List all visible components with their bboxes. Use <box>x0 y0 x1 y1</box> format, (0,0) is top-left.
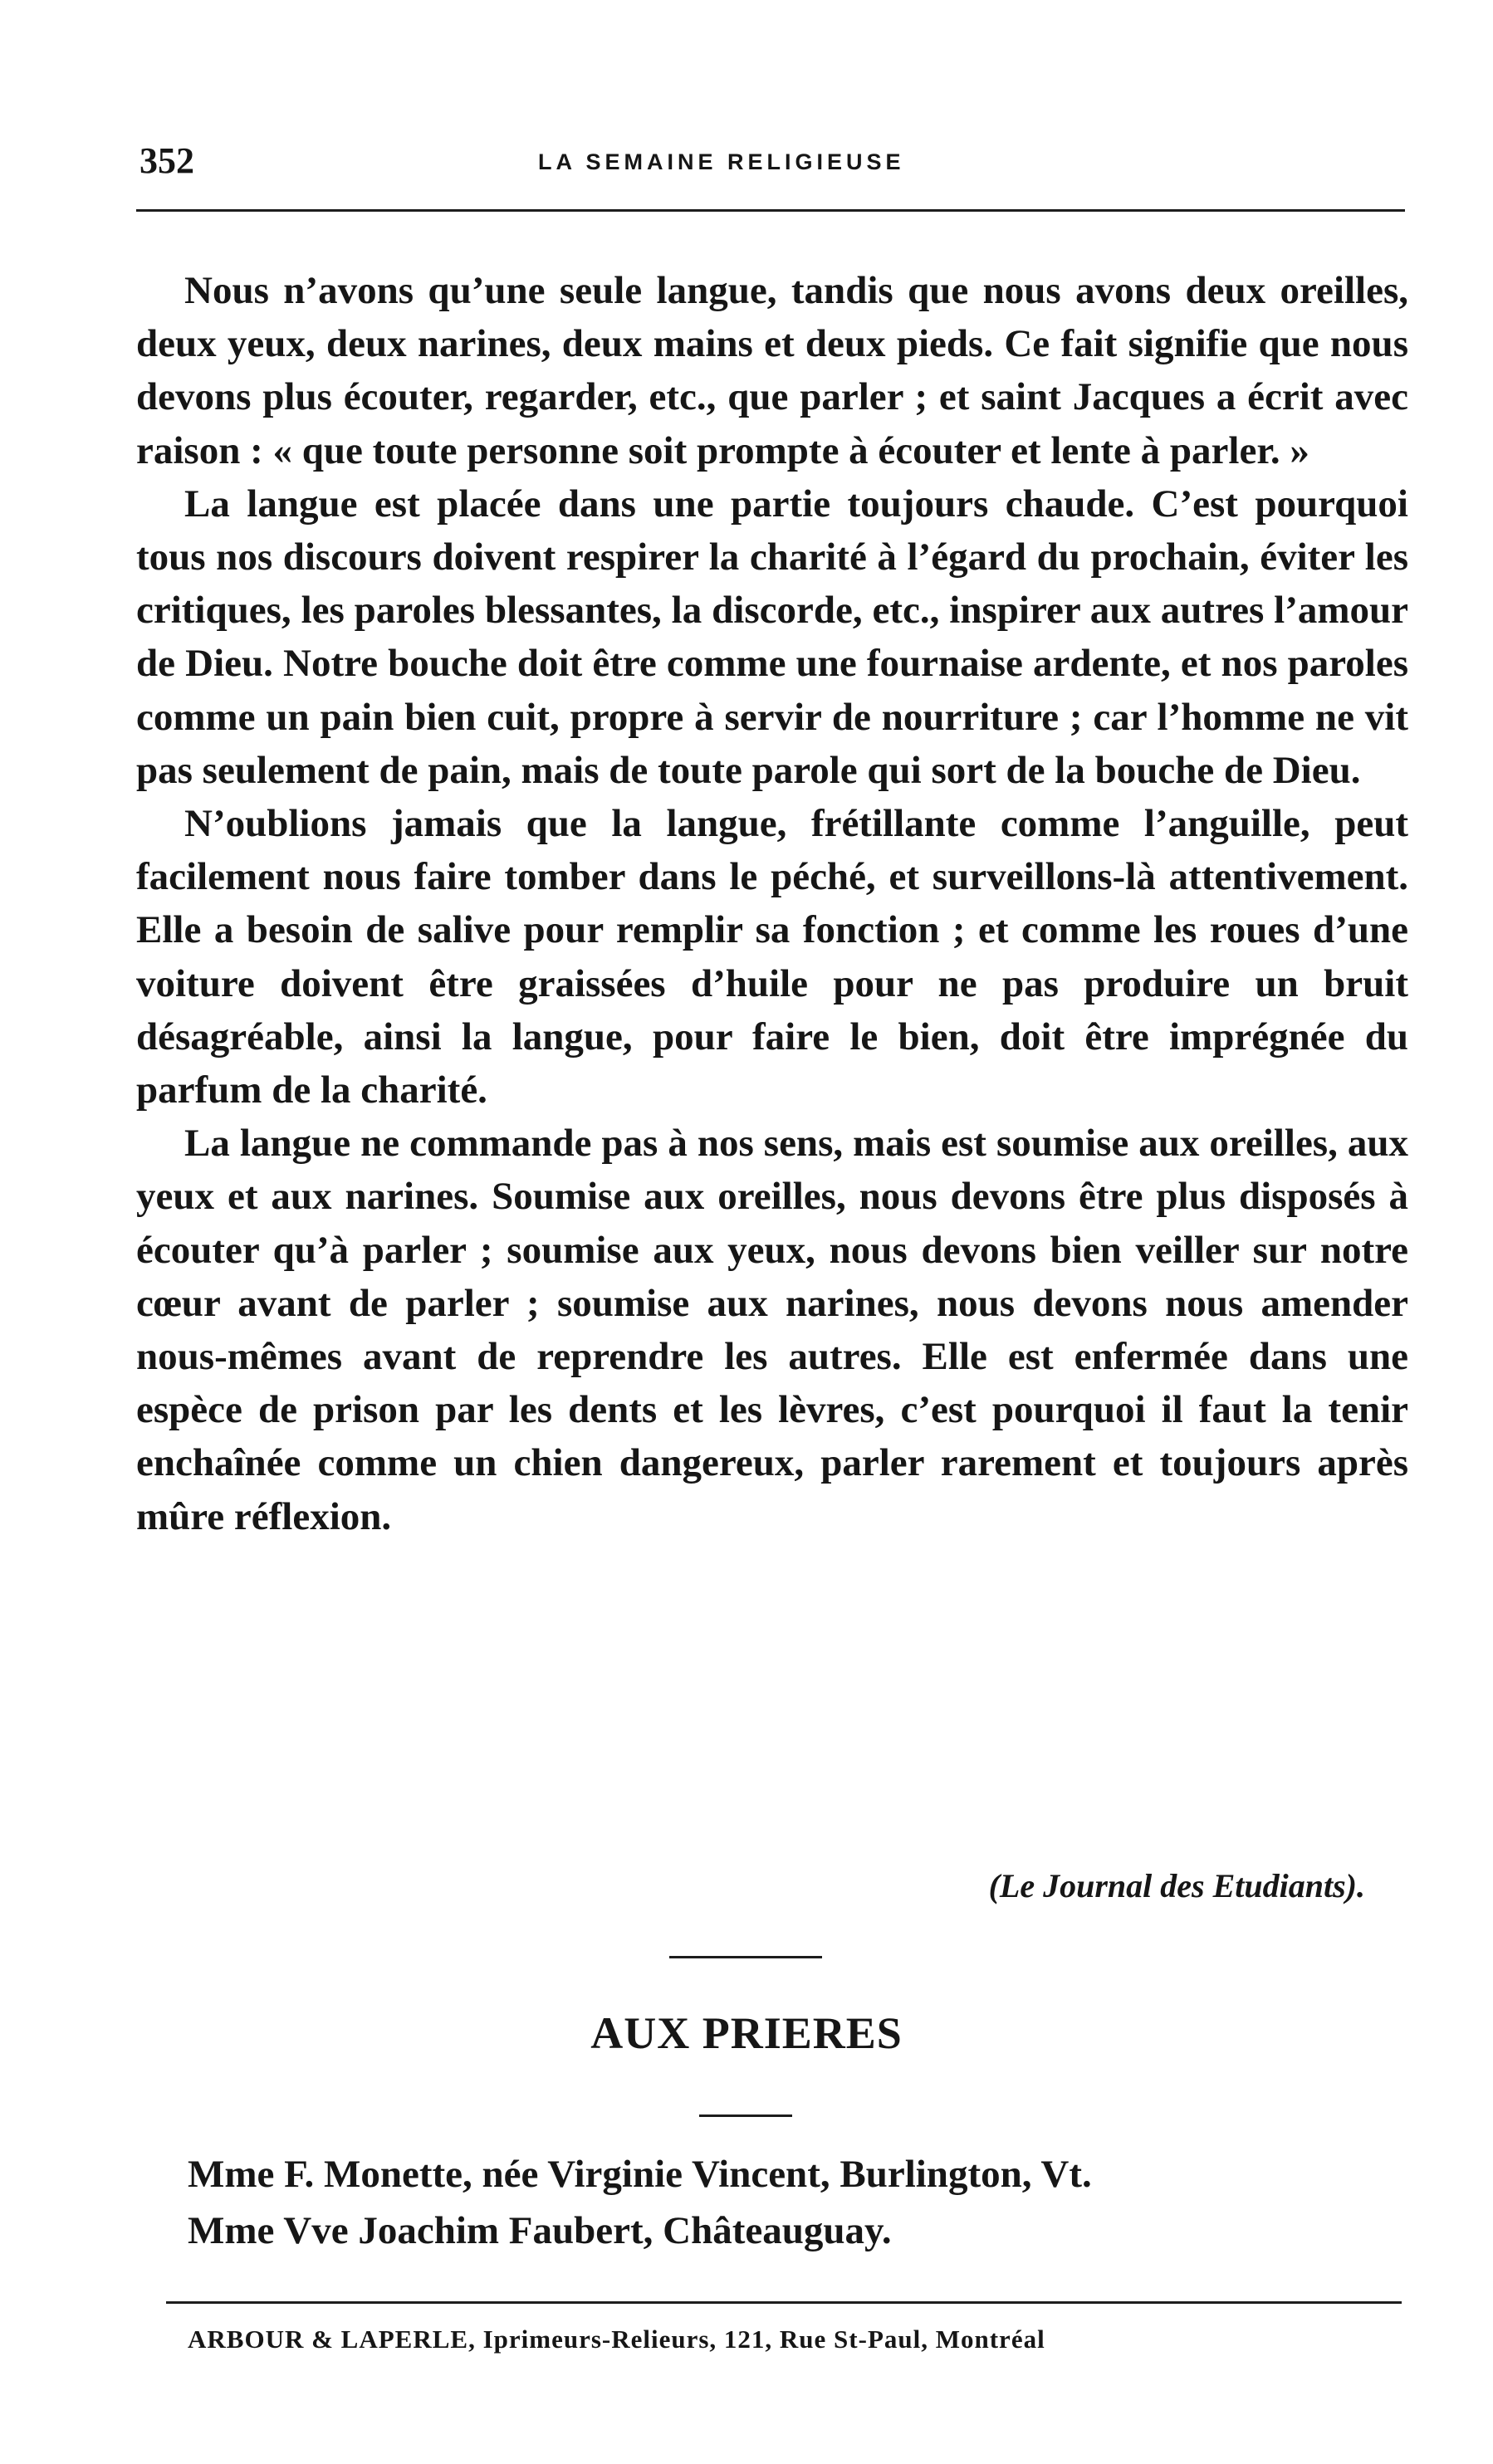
header-divider <box>136 209 1405 212</box>
section-title: AUX PRIERES <box>590 2008 903 2058</box>
running-head: LA SEMAINE RELIGIEUSE <box>538 149 905 174</box>
page-number: 352 <box>140 140 194 181</box>
title-divider <box>699 2114 792 2117</box>
footer-divider <box>166 2301 1402 2304</box>
printer-imprint: ARBOUR & LAPERLE, Iprimeurs-Relieurs, 121, Rue St-Paul, Montréal <box>188 2325 1045 2354</box>
section-divider <box>669 1956 822 1958</box>
paragraph: La langue est placée dans une partie toujours chaude. C’est pourquoi tous nos discours doivent respirer la charité à l’égard du prochain, éviter les critiques, les paroles blessantes, la discorde, etc., inspirer aux autres l’amour de Dieu. Notre bouche doit être comme une fournaise ardente, et nos paroles comme un pain bien cuit, propre à servir de nourriture ; car l’homme ne vit pas seulement de pain, mais de toute parole qui sort de la bouche de Dieu. <box>136 482 1408 792</box>
paragraph: La langue ne commande pas à nos sens, mais est soumise aux oreilles, aux yeux et aux narines. Soumise aux oreilles, nous devons être plus disposés à écouter qu’à parler ; soumise aux yeux, nous devons bien veiller sur notre cœur avant de parler ; soumise aux narines, nous devons nous amender nous-mêmes avant de reprendre les autres. Elle est enfermée dans une espèce de prison par les dents et les lèvres, c’est pourquoi il faut la tenir enchaînée comme un chien dangereux, parler rarement et toujours après mûre réflexion. <box>136 1122 1408 1538</box>
paragraph: N’oublions jamais que la langue, frétillante comme l’anguille, peut facilement nous faire tomber dans le péché, et surveillons-là attentivement. Elle a besoin de salive pour remplir sa fonction ; et comme les roues d’une voiture doivent être graissées d’huile pour ne pas produire un bruit désagréable, ainsi la langue, pour faire le bien, doit être imprégnée du parfum de la charité. <box>136 802 1408 1112</box>
list-item: Mme F. Monette, née Virginie Vincent, Burlington, Vt. <box>188 2153 1092 2196</box>
prayer-list <box>188 2146 1367 2259</box>
page-header <box>140 139 1402 189</box>
paragraph: Nous n’avons qu’une seule langue, tandis que nous avons deux oreilles, deux yeux, deux narines, deux mains et deux pieds. Ce fait signifie que nous devons plus écouter, regarder, etc., que parler ; et saint Jacques a écrit avec raison : « que toute personne soit prompte à écouter et lente à parler. » <box>136 269 1408 472</box>
list-item: Mme Vve Joachim Faubert, Châteauguay. <box>188 2209 892 2252</box>
article-body <box>136 264 1408 1543</box>
source-citation: (Le Journal des Etudiants). <box>988 1867 1365 1904</box>
